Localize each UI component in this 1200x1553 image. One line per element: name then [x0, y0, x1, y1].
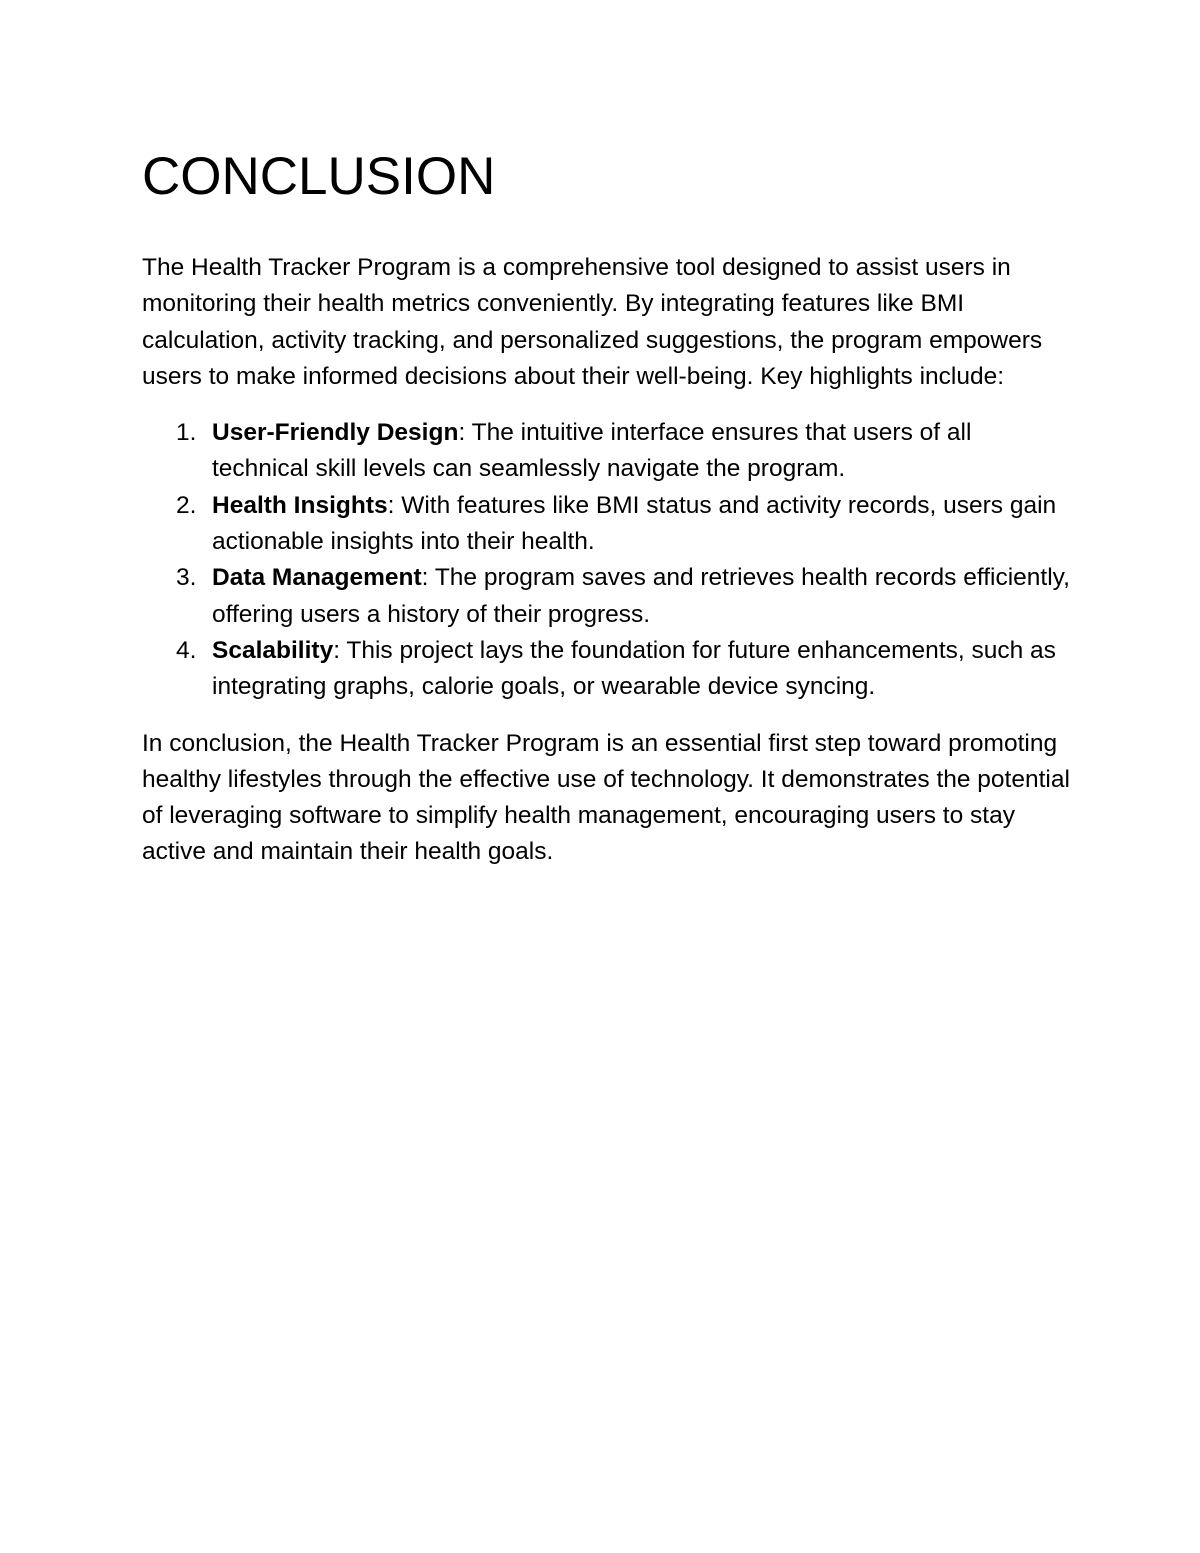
- highlights-list: [142, 415, 1072, 705]
- list-item-text: : The program saves and retrieves health records efficiently, offering users a history of their progress.: [212, 564, 1070, 628]
- list-item-term: Health Insights: [212, 491, 388, 519]
- list-item-term: Scalability: [212, 636, 334, 664]
- list-item-number: 1.: [176, 419, 197, 447]
- list-item-number: 4.: [176, 636, 197, 664]
- list-item: [142, 488, 1072, 561]
- list-item: [142, 415, 1072, 488]
- list-item: [142, 633, 1072, 706]
- list-item-text: : This project lays the foundation for future enhancements, such as integrating graphs, calorie goals, or wearable device syncing.: [212, 636, 1056, 701]
- list-item-number: 2.: [176, 491, 197, 519]
- page-title: CONCLUSION: [142, 147, 496, 206]
- closing-paragraph: In conclusion, the Health Tracker Program is an essential first step toward promoting healthy lifestyles through the effective use of technology. It demonstrates the potential of leveraging software to simplify health management, encouraging users to stay active and maintain their health goals.: [142, 729, 1070, 866]
- list-item-text: : The intuitive interface ensures that users of all technical skill levels can seamlessly navigate the program.: [212, 419, 972, 483]
- intro-paragraph: The Health Tracker Program is a comprehensive tool designed to assist users in monitoring their health metrics conveniently. By integrating features like BMI calculation, activity tracking, and personalized suggestions, the program empowers users to make informed decisions about their well-being. Key highlights include:: [142, 254, 1043, 390]
- list-item-text: : With features like BMI status and activity records, users gain actionable insights into their health.: [212, 491, 1057, 556]
- list-item-term: Data Management: [212, 564, 422, 592]
- list-item-term: User-Friendly Design: [212, 419, 459, 447]
- document-body: [142, 142, 1072, 871]
- list-item: [142, 560, 1072, 633]
- list-item-number: 3.: [176, 564, 197, 592]
